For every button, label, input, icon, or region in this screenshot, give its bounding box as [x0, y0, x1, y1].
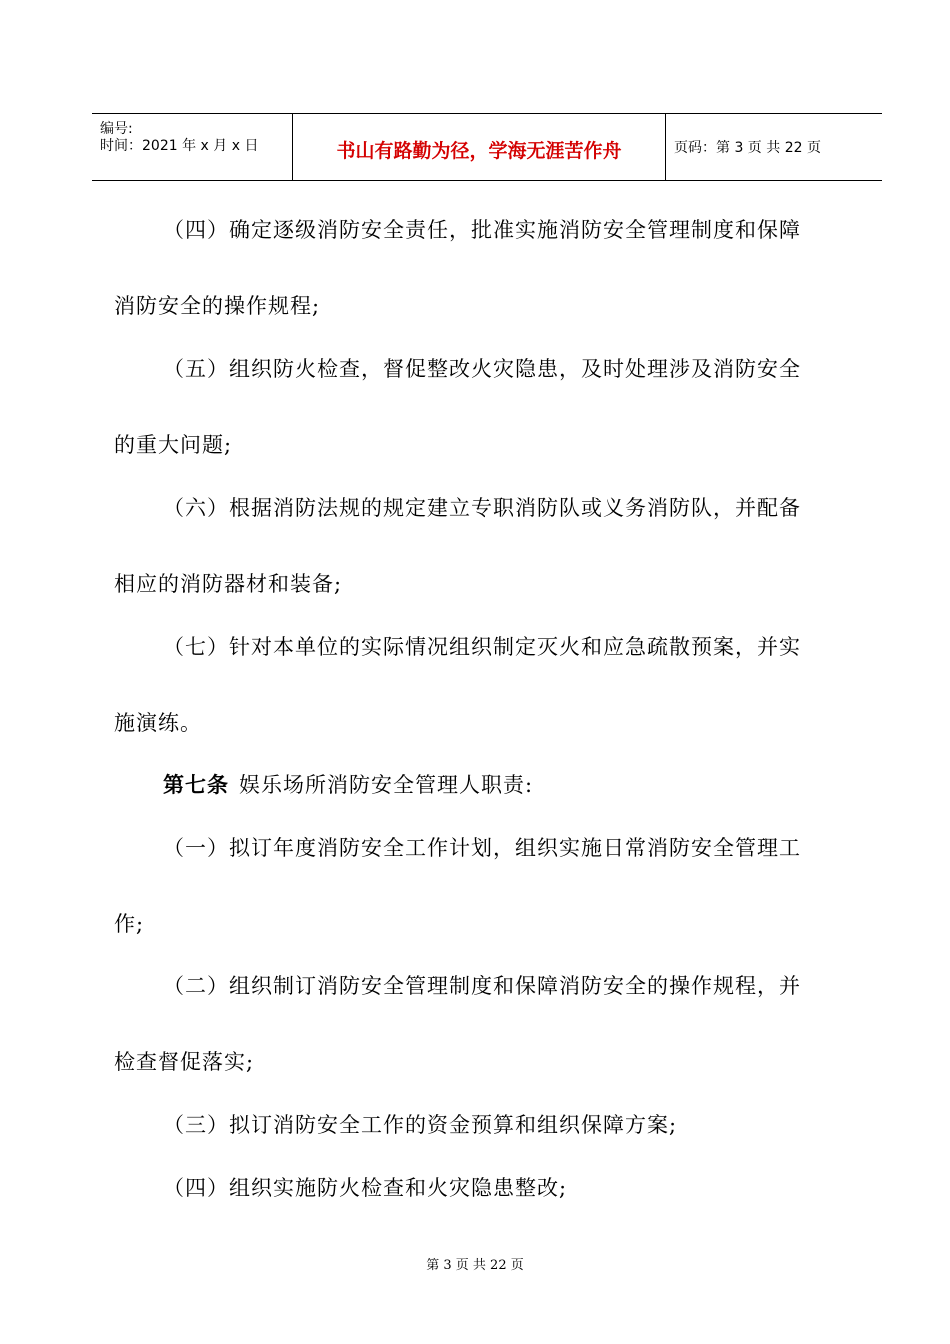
footer-page-number: 第 3 页 共 22 页	[426, 1258, 524, 1273]
body-line: 消防安全的操作规程;	[114, 294, 321, 318]
body-line: 相应的消防器材和装备;	[114, 572, 343, 596]
body-line: （四）确定逐级消防安全责任，批准实施消防安全管理制度和保障	[163, 218, 801, 242]
serial-number-label: 编号:	[100, 121, 133, 137]
page-footer	[0, 1258, 950, 1274]
motto-text: 书山有路勤为径，学海无涯苦作舟	[336, 140, 622, 162]
body-line: （六）根据消防法规的规定建立专职消防队或义务消防队，并配备	[163, 496, 801, 520]
header-page-cell	[666, 114, 882, 180]
header-page-number: 页码：第 3 页 共 22 页	[674, 140, 821, 156]
article-number: 第七条	[163, 773, 229, 797]
body-line: 的重大问题;	[114, 433, 233, 457]
article-title: 娱乐场所消防安全管理人职责:	[239, 773, 534, 797]
body-line: （五）组织防火检查，督促整改火灾隐患，及时处理涉及消防安全	[163, 357, 801, 381]
body-line: 检查督促落实;	[114, 1050, 255, 1074]
body-line: （四）组织实施防火检查和火灾隐患整改;	[163, 1176, 568, 1200]
body-line: （三）拟订消防安全工作的资金预算和组织保障方案;	[163, 1113, 678, 1137]
body-line: 作;	[114, 912, 145, 936]
body-line: 施演练。	[114, 711, 202, 735]
body-line: （一）拟订年度消防安全工作计划，组织实施日常消防安全管理工	[163, 836, 801, 860]
body-line: （二）组织制订消防安全管理制度和保障消防安全的操作规程，并	[163, 974, 801, 998]
header-info-cell	[92, 114, 293, 180]
page-header	[92, 113, 882, 181]
article-heading	[163, 773, 533, 797]
date-label: 时间：2021 年 x 月 x 日	[100, 138, 259, 154]
header-motto-cell	[293, 114, 666, 180]
body-line: （七）针对本单位的实际情况组织制定灭火和应急疏散预案，并实	[163, 635, 801, 659]
